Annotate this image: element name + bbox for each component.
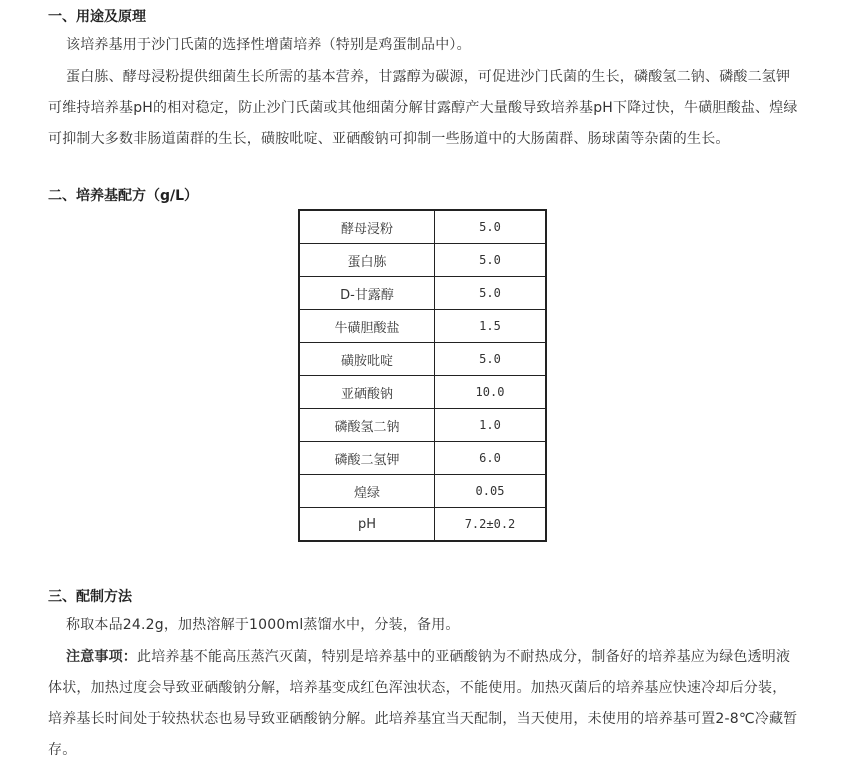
ingredient-name: 酵母浸粉 xyxy=(299,210,435,244)
section-heading-formula: 二、培养基配方（g/L） xyxy=(48,188,199,204)
principle-paragraph: 蛋白胨、酵母浸粉提供细菌生长所需的基本营养，甘露醇为碳源，可促进沙门氏菌的生长，磷酸氢二钠、磷酸二氢钾可维持培养基pH的相对稳定，防止沙门氏菌或其他细菌分解甘露醇产大量酸导致培养基pH下降过快，牛磺胆酸盐、煌绿可抑制大多数非肠道菌群的生长，磺胺吡啶、亚硒酸钠可抑制一些肠道中的大肠菌群、肠球菌等杂菌的生长。 xyxy=(48,69,798,147)
ingredient-name: 磷酸二氢钾 xyxy=(299,442,435,475)
section-heading-usage-principle: 一、用途及原理 xyxy=(48,9,146,25)
ingredient-name: 亚硒酸钠 xyxy=(299,376,435,409)
ingredient-name: 牛磺胆酸盐 xyxy=(299,310,435,343)
ingredient-amount: 5.0 xyxy=(435,210,547,244)
table-row xyxy=(299,244,546,277)
ingredient-name: 磺胺吡啶 xyxy=(299,343,435,376)
ingredient-amount: 1.5 xyxy=(435,310,547,343)
table-row xyxy=(299,210,546,244)
ingredient-amount: 5.0 xyxy=(435,277,547,310)
table-row xyxy=(299,343,546,376)
notes-text: 此培养基不能高压蒸汽灭菌，特别是培养基中的亚硒酸钠为不耐热成分，制备好的培养基应为绿色透明液体状，加热过度会导致亚硒酸钠分解，培养基变成红色浑浊状态，不能使用。加热灭菌后的培养基应快速冷却后分装，培养基长时间处于较热状态也易导致亚硒酸钠分解。此培养基宜当天配制，当天使用，未使用的培养基可置2-8℃冷藏暂存。 xyxy=(48,649,798,758)
ingredient-amount: 5.0 xyxy=(435,244,547,277)
ingredient-amount: 1.0 xyxy=(435,409,547,442)
ingredient-amount: 10.0 xyxy=(435,376,547,409)
ingredient-amount: 5.0 xyxy=(435,343,547,376)
ph-value: 7.2±0.2 xyxy=(435,508,547,542)
table-row xyxy=(299,508,546,542)
ingredient-name: 煌绿 xyxy=(299,475,435,508)
table-row xyxy=(299,277,546,310)
ingredient-name: 磷酸氢二钠 xyxy=(299,409,435,442)
table-row xyxy=(299,475,546,508)
table-row xyxy=(299,442,546,475)
ph-label: pH xyxy=(299,508,435,542)
ingredient-amount: 0.05 xyxy=(435,475,547,508)
formula-table xyxy=(298,209,547,542)
table-row xyxy=(299,310,546,343)
usage-paragraph: 该培养基用于沙门氏菌的选择性增菌培养（特别是鸡蛋制品中）。 xyxy=(66,37,471,53)
section-heading-preparation: 三、配制方法 xyxy=(48,589,132,605)
ingredient-name: D-甘露醇 xyxy=(299,277,435,310)
table-row xyxy=(299,409,546,442)
notes-paragraph xyxy=(48,642,800,766)
ingredient-name: 蛋白胨 xyxy=(299,244,435,277)
notes-label: 注意事项： xyxy=(66,649,137,665)
ingredient-amount: 6.0 xyxy=(435,442,547,475)
preparation-paragraph: 称取本品24.2g，加热溶解于1000ml蒸馏水中，分装，备用。 xyxy=(66,617,460,633)
table-row xyxy=(299,376,546,409)
